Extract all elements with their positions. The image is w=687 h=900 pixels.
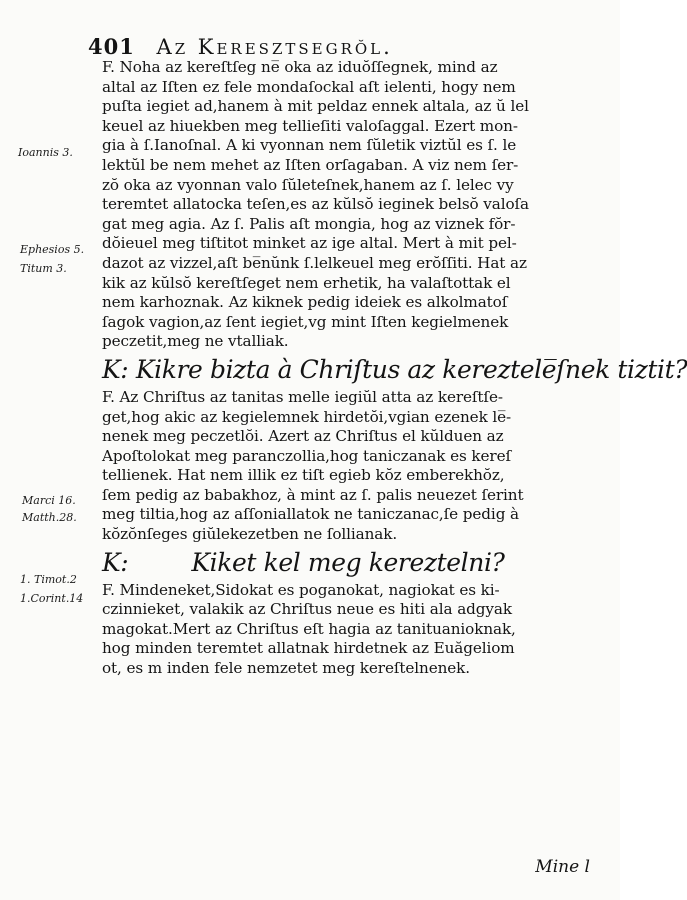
text-line: ſem pedig az babakhoz, à mint az ſ. palis neuezet ſerint	[102, 485, 524, 504]
question-heading-1: K: Kikre bizta à Chriſtus az kereztele̅ſnek tiztit?	[102, 354, 687, 384]
margin-note: 1.Corint.14	[20, 592, 84, 605]
margin-note: Titum 3.	[20, 262, 67, 275]
text-line: tellienek. Hat nem illik ez tiſt egieb kŏz emberekhŏz,	[102, 466, 505, 485]
text-line: kik az kŭlsŏ kereſtſeget nem erhetik, ha valaſtottak el	[102, 273, 511, 292]
text-line: puſta iegiet ad,hanem à mit peldaz ennek altala, az ŭ lel	[102, 97, 529, 116]
text-line: nem karhoznak. Az kiknek pedig ideiek es alkolmatoſ	[102, 293, 508, 312]
text-line: zŏ oka az vyonnan valo ſŭleteſnek,hanem az ſ. lelec vy	[102, 175, 514, 194]
text-line: magokat.Mert az Chriſtus eſt hagia az tanituanioknak,	[102, 619, 516, 638]
text-line: dŏieuel meg tiſtitot minket az ige altal. Mert à mit pel-	[102, 234, 517, 253]
text-line: F. Az Chriſtus az tanitas melle iegiŭl atta az kereſtſe-	[102, 387, 503, 406]
text-line: get,hog akic az kegielemnek hirdetŏi,vgian ezenek le̅-	[102, 407, 512, 426]
margin-note: Ephesios 5.	[20, 243, 85, 256]
question-heading-2	[102, 545, 608, 581]
page-number: 401	[88, 34, 135, 59]
text-line: teremtet allatocka teſen,es az kŭlsŏ ieginek belsŏ valoſa	[102, 195, 530, 214]
running-header	[88, 34, 568, 60]
text-line: gia à ſ.Ianoſnal. A ki vyonnan nem ſŭletik viztŭl es ſ. le	[102, 136, 517, 155]
text-line: lektŭl be nem mehet az Iſten orſagaban. A viz nem ſer-	[102, 155, 519, 174]
section-answer-2	[102, 388, 608, 545]
text-line: dazot az vizzel,aſt be̅nŭnk ſ.lelkeuel meg erŏſſiti. Hat az	[102, 253, 527, 272]
margin-note: Matth.28.	[22, 511, 77, 524]
text-block	[102, 58, 687, 679]
margin-note: Ioannis 3.	[18, 146, 73, 159]
text-line: ot, es m inden fele nemzetet meg kereſtelnenek.	[102, 659, 470, 678]
text-line: F. Noha az kereſtſeg ne̅ oka az iduŏſſegnek, mind az	[102, 58, 498, 76]
text-line: meg tiltia,hog az aſſoniallatok ne taniczanac,ſe pedig à	[102, 505, 519, 524]
text-line: ſagok vagion,az ſent iegiet,vg mint Iſten kegielmenek	[102, 312, 509, 331]
text-line: hog minden teremtet allatnak hirdetnek az Euăgeliom	[102, 639, 515, 658]
margin-note: 1. Timot.2	[20, 573, 77, 586]
text-line: peczetit,meg ne vtalliak.	[102, 332, 289, 351]
text-line: gat meg agia. Az ſ. Palis aſt mongia, hog az viznek fŏr-	[102, 214, 516, 233]
text-line: Apoſtolokat meg paranczollia,hog taniczanak es kereſ	[102, 446, 511, 465]
text-line: altal az Iſten ez fele mondaſockal aſt ielenti, hogy nem	[102, 77, 516, 96]
text-line: keuel az hiuekben meg tellieſiti valoſaggal. Ezert mon-	[102, 116, 518, 135]
question-text: Kiket kel meg kereztelni?	[191, 547, 505, 577]
text-line: nenek meg peczetlŏi. Azert az Chriſtus el kŭlduen az	[102, 427, 504, 446]
running-title: Az Keresztsegrŏl.	[156, 35, 393, 59]
section-answer-3	[102, 581, 608, 679]
question-marker: K:	[102, 547, 129, 577]
text-line: F. Mindeneket,Sidokat es poganokat, nagiokat es ki-	[102, 580, 500, 599]
catchword: Mine l	[535, 857, 590, 877]
text-line: kŏzŏnſeges giŭlekezetben ne ſollianak.	[102, 525, 398, 544]
margin-note: Marci 16.	[22, 494, 76, 507]
text-line: czinnieket, valakik az Chriſtus neue es hiti ala adgyak	[102, 600, 512, 619]
section-answer-1	[102, 58, 608, 352]
